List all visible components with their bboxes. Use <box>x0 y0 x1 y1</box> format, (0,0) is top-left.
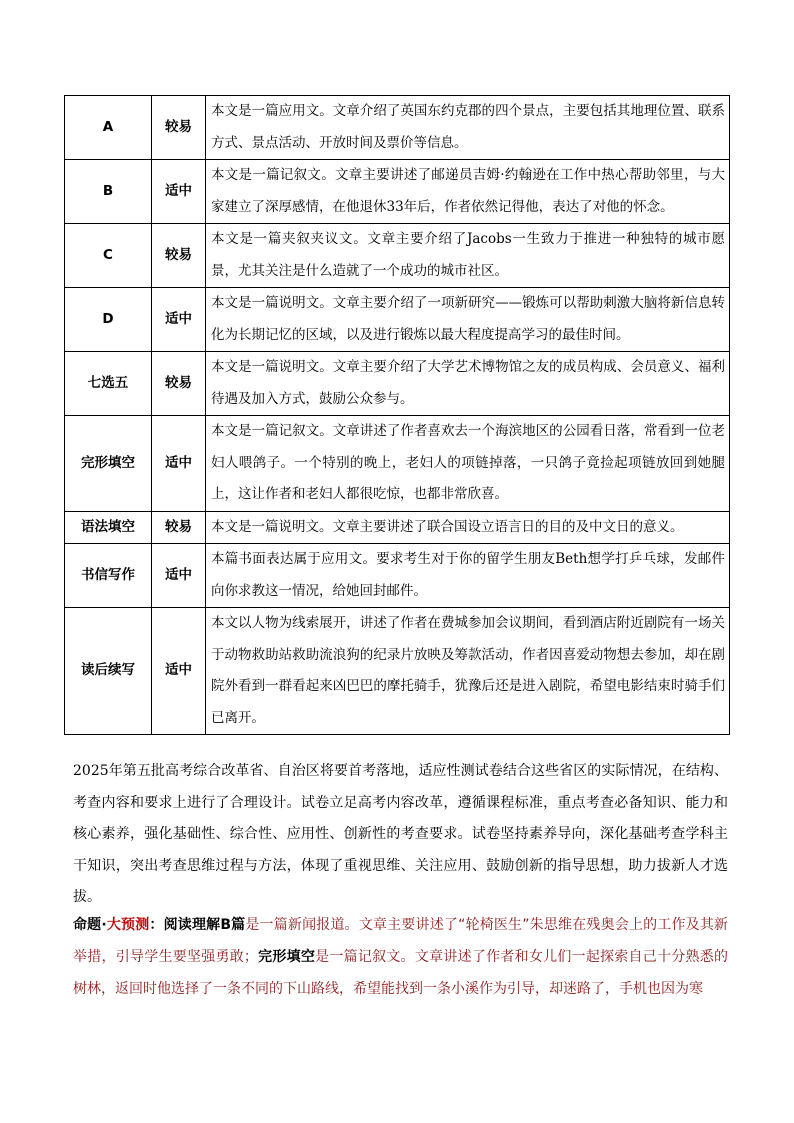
section-name-cell: C <box>65 224 152 288</box>
table-row <box>65 96 730 160</box>
forecast-label-suffix: ： <box>149 917 164 933</box>
description-cell: 本文是一篇说明文。文章主要介绍了大学艺术博物馆之友的成员构成、会员意义、福利待遇及加入方式，鼓励公众参与。 <box>206 352 730 416</box>
forecast-label-b: 阅读理解B篇 <box>163 917 246 933</box>
forecast-label-prefix: 命题· <box>73 917 107 933</box>
forecast-label-highlight: 大预测 <box>106 917 150 933</box>
difficulty-cell: 适中 <box>152 544 206 608</box>
exam-summary-table <box>64 95 730 735</box>
description-cell: 本文是一篇说明文。文章主要介绍了一项新研究——锻炼可以帮助刺激大脑将新信息转化为长期记忆的区域，以及进行锻炼以最大程度提高学习的最佳时间。 <box>206 288 730 352</box>
section-name-cell: 七选五 <box>65 352 152 416</box>
description-cell: 本文是一篇记叙文。文章主要讲述了邮递员吉姆·约翰逊在工作中热心帮助邻里，与大家建立了深厚感情，在他退休33年后，作者依然记得他，表达了对他的怀念。 <box>206 160 730 224</box>
section-name-cell: 书信写作 <box>65 544 152 608</box>
forecast-text-cloze: 是一篇记叙文。文章讲述了作者和女儿们一起探索自己十分熟悉的树林，返回时他选择了一条不同的下山路线，希望能找到一条小溪作为引导，却迷路了，手机也因为寒 <box>73 948 728 997</box>
table-row <box>65 352 730 416</box>
table-row <box>65 511 730 544</box>
difficulty-cell: 适中 <box>152 416 206 512</box>
difficulty-cell: 较易 <box>152 96 206 160</box>
difficulty-cell: 较易 <box>152 352 206 416</box>
description-cell: 本文是一篇记叙文。文章讲述了作者喜欢去一个海滨地区的公园看日落，常看到一位老妇人喂鸽子。一个特别的晚上，老妇人的项链掉落，一只鸽子竟捡起项链放回到她腿上，这让作者和老妇人都很吃惊，也都非常欣喜。 <box>206 416 730 512</box>
section-name-cell: A <box>65 96 152 160</box>
table-row <box>65 416 730 512</box>
description-cell: 本文是一篇应用文。文章介绍了英国东约克郡的四个景点，主要包括其地理位置、联系方式、景点活动、开放时间及票价等信息。 <box>206 96 730 160</box>
difficulty-cell: 适中 <box>152 160 206 224</box>
difficulty-cell: 适中 <box>152 288 206 352</box>
section-name-cell: 完形填空 <box>65 416 152 512</box>
table-row <box>65 224 730 288</box>
section-name-cell: 语法填空 <box>65 511 152 544</box>
section-name-cell: 读后续写 <box>65 608 152 735</box>
description-cell: 本文是一篇夹叙夹议文。文章主要介绍了Jacobs一生致力于推进一种独特的城市愿景，尤其关注是什么造就了一个成功的城市社区。 <box>206 224 730 288</box>
forecast-paragraph <box>73 910 728 1010</box>
table-row <box>65 288 730 352</box>
intro-paragraph: 2025年第五批高考综合改革省、自治区将要首考落地，适应性测试卷结合这些省区的实际情况，在结构、考查内容和要求上进行了合理设计。试卷立足高考内容改革，遵循课程标准，重点考查必备知识、能力和核心素养，强化基础性、综合性、应用性、创新性的考查要求。试卷坚持素养导向，深化基础考查学科主干知识，突出考查思维过程与方法，体现了重视思维、关注应用、鼓励创新的指导思想，助力拔新人才选拔。 <box>73 763 728 905</box>
difficulty-cell: 较易 <box>152 224 206 288</box>
section-name-cell: B <box>65 160 152 224</box>
table-row <box>65 544 730 608</box>
section-name-cell: D <box>65 288 152 352</box>
forecast-text-b: 是一篇新闻报道。文章主要讲述了“轮椅医生”朱思维在残奥会上的工作及其新举措，引导学生要坚强勇敢； <box>73 917 728 965</box>
forecast-label-cloze: 完形填空 <box>257 948 316 965</box>
description-cell: 本文是一篇说明文。文章主要讲述了联合国设立语言日的目的及中文日的意义。 <box>206 511 730 544</box>
difficulty-cell: 较易 <box>152 511 206 544</box>
summary-table-body <box>65 96 730 735</box>
description-cell: 本篇书面表达属于应用文。要求考生对于你的留学生朋友Beth想学打乒乓球，发邮件向你求教这一情况，给她回封邮件。 <box>206 544 730 608</box>
table-row <box>65 160 730 224</box>
description-cell: 本文以人物为线索展开，讲述了作者在费城参加会议期间，看到酒店附近剧院有一场关于动物救助站救助流浪狗的纪录片放映及筹款活动，作者因喜爱动物想去参加，却在剧院外看到一群看起来凶巴巴的摩托骑手，犹豫后还是进入剧院，希望电影结束时骑手们已离开。 <box>206 608 730 735</box>
difficulty-cell: 适中 <box>152 608 206 735</box>
table-row <box>65 608 730 735</box>
